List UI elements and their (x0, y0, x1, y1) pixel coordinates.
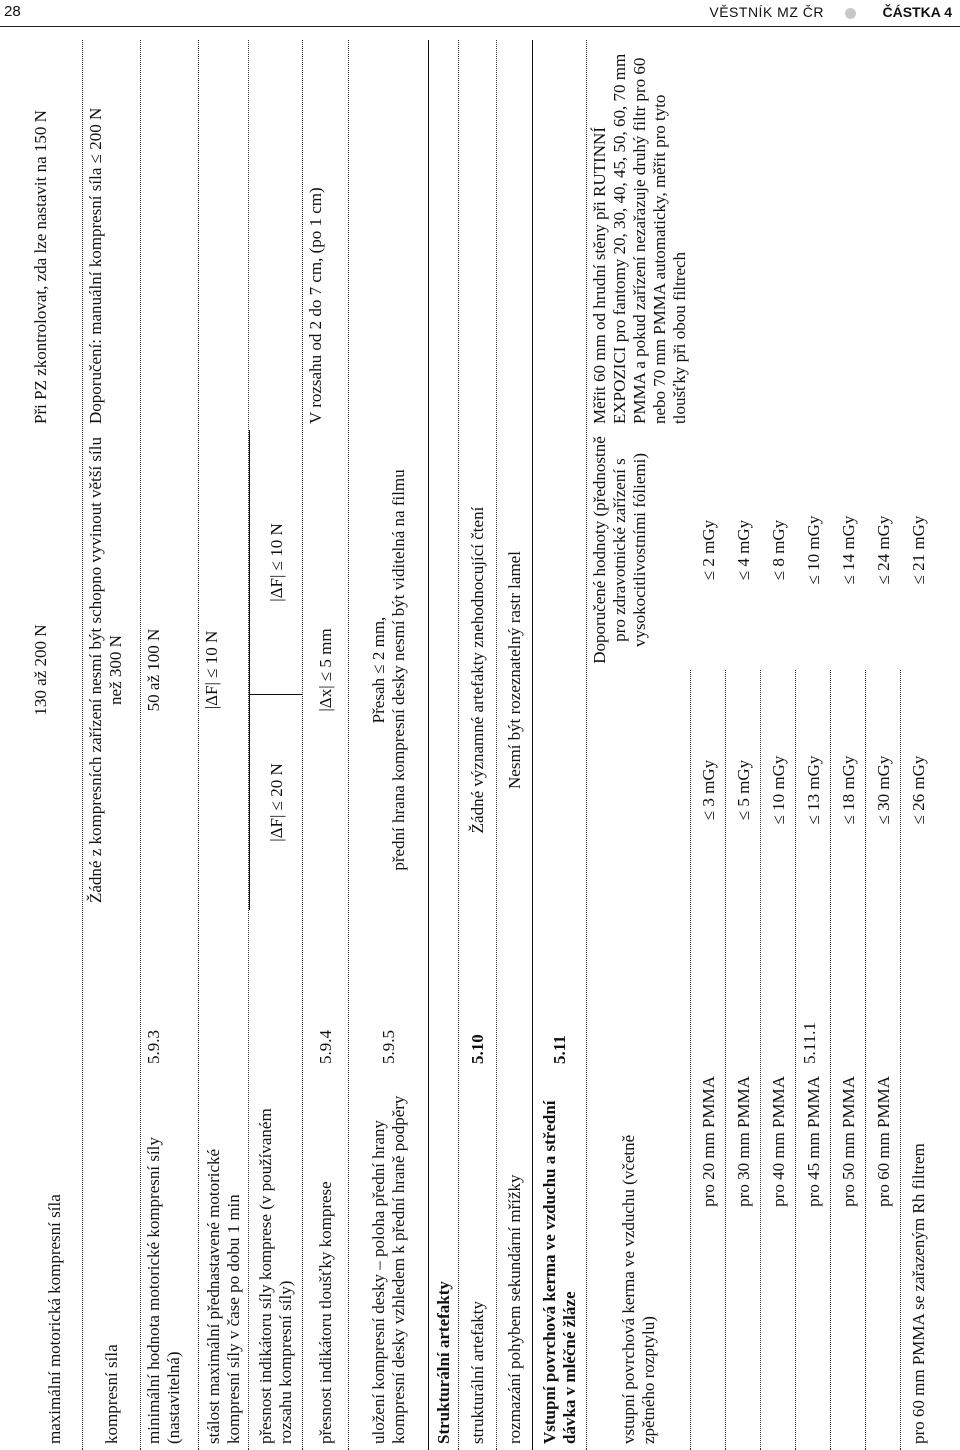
row-value-right: |ΔF| ≤ 10 N (249, 430, 303, 695)
page-number: 28 (4, 3, 21, 20)
kerma-item-limit: ≤ 3 mGy (698, 759, 718, 821)
kerma-item-limit: ≤ 30 mGy (873, 755, 893, 825)
kerma-item-label: pro 60 mm PMMA se zařazeným Rh filtrem (908, 1143, 928, 1444)
kerma-item-label: pro 40 mm PMMA (768, 1076, 788, 1207)
kerma-item-row (760, 519, 796, 1450)
kerma-item-row (725, 519, 761, 1450)
row-value-left: |ΔF| ≤ 20 N (249, 695, 303, 910)
kerma-item-label: pro 45 mm PMMA (803, 1076, 823, 1207)
value-line-2: přední hrana kompresní desky nesmí být viditelná na filmu (389, 469, 408, 871)
row-value: Nesmí být rozeznatelný rastr lamel (505, 551, 524, 789)
row-name: přesnost indikátoru tloušťky komprese (316, 1181, 335, 1444)
row-min-force (140, 40, 199, 1450)
kerma-item-recommended: ≤ 10 mGy (803, 515, 823, 585)
row-value: Žádné významné artefakty znehodnocující čtení (468, 506, 487, 834)
row-stability (198, 40, 249, 1450)
row-artifacts (458, 40, 497, 1450)
row-name: přesnost indikátoru síly komprese (v používaném rozsahu kompresní síly) (256, 1108, 295, 1444)
kerma-item-limit: ≤ 10 mGy (768, 755, 788, 825)
row-value: 130 až 200 N (31, 624, 50, 716)
row-name: stálost maximální přednastavené motorické kompresní síly v čase po dobu 1 min (204, 1148, 243, 1444)
kerma-item-row (865, 515, 901, 1450)
recommended-header: Doporučené hodnoty (přednostně pro zdravotnické zařízení s vysokocitlivostními fóliemi) (590, 436, 649, 664)
row-name: kompresní síla (102, 1344, 121, 1444)
kerma-item-limit: ≤ 13 mGy (803, 755, 823, 825)
row-name: rozmazání pohybem sekundární mřížky (505, 1174, 524, 1444)
issue-part: ČÁSTKA 4 (882, 4, 952, 20)
kerma-item-recommended: ≤ 24 mGy (873, 515, 893, 585)
requirements-table (0, 40, 960, 1450)
row-compression-force (82, 40, 141, 1450)
row-note: Měřit 60 mm od hrudní stěny při RUTINNÍ EXPOZICI pro fantomy 20, 30, 40, 45, 50, 60, 70 mm PMMA a pokud zařízení nezařazuje druhý filtr pro 60 nebo 70 mm PMMA automaticky, měřit pro tyto tloušťky při obou filtrech (590, 53, 689, 424)
separator-dot-icon (845, 8, 856, 19)
row-reference: 5.9.4 (316, 1030, 335, 1064)
row-reference: 5.11.1 (800, 1022, 819, 1064)
row-accuracy-force (248, 40, 303, 1450)
kerma-item-limit: ≤ 5 mGy (733, 759, 753, 821)
kerma-item-limit: ≤ 18 mGy (838, 755, 858, 825)
kerma-item-recommended: ≤ 2 mGy (698, 519, 718, 581)
row-plate-position (348, 40, 429, 1450)
row-name: minimální hodnota motorické kompresní síly (nastavitelná) (144, 1137, 183, 1444)
row-value: |Δx| ≤ 5 mm (316, 628, 335, 712)
row-reference: 5.9.5 (379, 1030, 398, 1064)
row-artifacts-heading (428, 40, 459, 1450)
row-grid-blur (496, 40, 533, 1450)
kerma-item-row (690, 519, 726, 1450)
kerma-item-label: pro 60 mm PMMA (873, 1076, 893, 1207)
row-name: vstupní povrchová kerma ve vzduchu (včetně zpětného rozptylu) (619, 1134, 658, 1444)
row-accuracy-thickness (302, 40, 349, 1450)
row-reference: 5.11 (550, 1035, 569, 1064)
row-value: |ΔF| ≤ 10 N (202, 630, 221, 710)
row-max-force (28, 40, 82, 1450)
kerma-item-recommended: ≤ 14 mGy (838, 515, 858, 585)
row-value: 50 až 100 N (144, 628, 163, 712)
kerma-item-row (830, 515, 866, 1450)
row-note: V rozsahu od 2 do 7 cm, (po 1 cm) (306, 187, 325, 424)
row-reference: 5.10 (468, 1034, 487, 1064)
kerma-item-row (900, 515, 936, 1450)
kerma-item-label: pro 20 mm PMMA (698, 1076, 718, 1207)
row-name: uložení kompresní desky – poloha přední hrany kompresní desky vzhledem k přední hraně podpěry (369, 1095, 408, 1444)
section-heading: Vstupní povrchová kerma ve vzduchu a střední dávka v mléčné žláze (540, 1100, 579, 1444)
value-line-1: Přesah ≤ 2 mm, (369, 616, 388, 724)
kerma-item-label: pro 30 mm PMMA (733, 1076, 753, 1207)
row-name: maximální motorická kompresní síla (45, 1194, 64, 1444)
kerma-item-recommended: ≤ 8 mGy (768, 519, 788, 581)
row-value: Žádné z kompresních zařízení nesmí být schopno vyvinout větší sílu než 300 N (86, 437, 125, 903)
row-note: Při PZ zkontrolovat, zda lze nastavit na 150 N (31, 110, 50, 424)
row-value (349, 430, 429, 910)
section-heading: Strukturální artefakty (434, 1281, 453, 1444)
kerma-item-recommended: ≤ 21 mGy (908, 515, 928, 585)
row-reference: 5.9.3 (144, 1030, 163, 1064)
kerma-item-recommended: ≤ 4 mGy (733, 519, 753, 581)
journal-title: VĚSTNÍK MZ ČR (709, 4, 824, 20)
kerma-item-limit: ≤ 26 mGy (908, 755, 928, 825)
kerma-item-row (795, 515, 831, 1450)
row-name: strukturální artefakty (468, 1300, 487, 1444)
row-note: Doporučení: manuální kompresní síla ≤ 200 N (86, 107, 105, 424)
kerma-item-label: pro 50 mm PMMA (838, 1076, 858, 1207)
page-header (0, 0, 960, 27)
row-kerma-heading (532, 40, 587, 1450)
